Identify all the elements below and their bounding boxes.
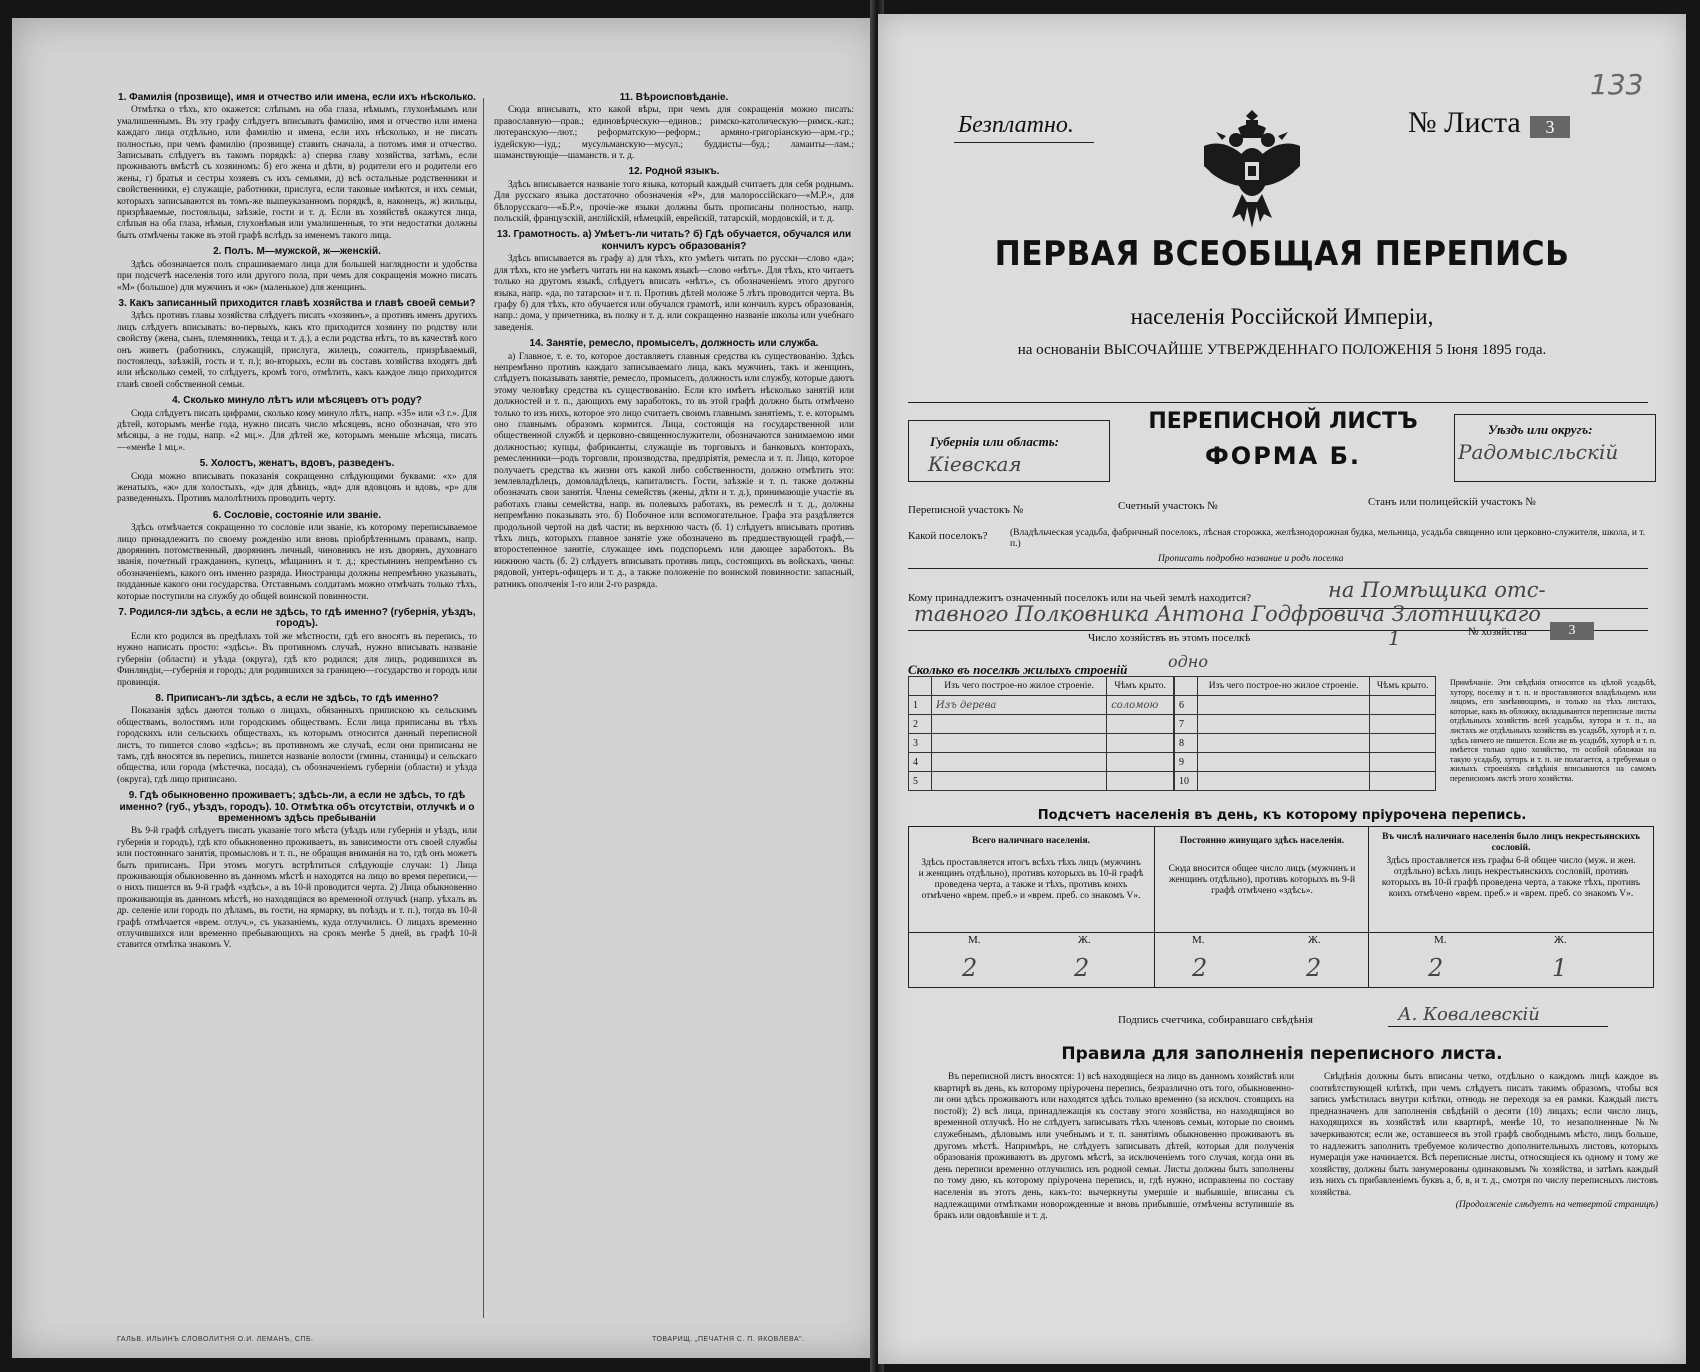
table-row — [1175, 753, 1436, 772]
instruction-4 — [117, 395, 477, 454]
settlement-line — [908, 568, 1648, 569]
owner-label: Кому принадлежитъ означенный поселокъ или на чьей землѣ находится? — [908, 592, 1252, 604]
instruction-text: Отмѣтка о тѣхъ, кто окажется: слѣпымъ на оба глаза, нѣмымъ, глухонѣмымъ или умалишеннымъ. Въ эту графу слѣдуетъ вписывать фамилію, имя и отчество или имена каждаго лица отдѣльно, или фамилію и имена, если ихъ нѣсколько, и не писать полностью, при чемъ фамилію (прозвище) ставить сначала, а потомъ имя и отчество. Записывать слѣдуетъ въ такомъ порядкѣ: а) сперва главу хозяйства, затѣмъ, если проживаютъ вмѣстѣ съ хозяиномъ: б) его жена и дѣти, в) родители его и родители его жены, г) братья и сестры хозяевъ съ ихъ семьями, д) всѣ остальные родственники и свойственники, е) служащіе, работники, прислуга, если таковые имѣются, и ихъ семьи, которыхъ записываются въ томъ-же вышеуказанномъ порядкѣ, в, наконецъ, ж) жильцы, призрѣваемые, постояльцы, заѣзжіе, гости и т. д. Если въ хозяйствѣ окажутся лица, слѣпыя на оба глаза, нѣмыя, глухонѣмыя или умалишенныя, то эти недостатки должны быть отмѣчены также въ этой графѣ вслѣдъ за именемъ такого лица. — [117, 105, 477, 241]
male-label: М. — [1192, 934, 1205, 946]
instruction-heading: 11. Вѣроисповѣданіе. — [619, 92, 729, 103]
uezd-label: Уѣздъ или округъ: — [1488, 422, 1593, 437]
owner-value-2: тавного Полковника Антона Годфровича Злотницкаго — [914, 602, 1541, 626]
form-name: ФОРМА Б. — [1204, 442, 1361, 470]
instruction-7 — [117, 607, 477, 689]
instruction-6 — [117, 510, 477, 603]
instruction-text: Здѣсь обозначается полъ спрашиваемаго лица для большей наглядности и удобства при подсчетѣ населенія того или другого пола, при чемъ для сокращенія можно писать «М» (большое) для мужчинъ и «ж» (маленькое) для женщинъ. — [117, 259, 477, 293]
buildings-value: одно — [1168, 652, 1208, 671]
instruction-11 — [494, 92, 854, 162]
table-row — [1175, 772, 1436, 791]
owner-value-1: на Помѣщика отс- — [1328, 578, 1546, 602]
row-roof — [1107, 753, 1174, 772]
nonpeasant-female-value: 1 — [1552, 954, 1568, 982]
row-material: Изъ дерева — [932, 696, 1107, 715]
buildings-table-right — [1174, 676, 1436, 791]
instruction-heading: 13. Грамотность. а) Умѣетъ-ли читать? б) Гдѣ обучается, обучался или кончилъ курсъ образованія? — [496, 229, 852, 252]
sheet-number-label: № Листа — [1408, 106, 1521, 139]
free-label: Безплатно. — [958, 112, 1074, 138]
settlement-label: Какой поселокъ? — [908, 530, 988, 542]
census-basis: на основаніи ВЫСОЧАЙШЕ УТВЕРЖДЕННАГО ПОЛОЖЕНІЯ 5 Іюня 1895 года. — [1017, 342, 1547, 358]
count-district-label: Счетный участокъ № — [1118, 500, 1218, 512]
instruction-heading: 2. Полъ. М—мужской, ж—женскій. — [213, 246, 381, 258]
count-mf-rule — [908, 932, 1654, 933]
free-underline — [954, 142, 1094, 143]
count-col-3-desc: Здѣсь проставляется изъ графы 6-й общее число (муж. и жен. отдѣльно) всѣхъ лицъ некрестьянскихъ сословій, противъ которыхъ въ 10-й графѣ проведена черта, а также тѣхъ, противъ коихъ отмѣчено «врем. преб.» и «врем. преб. со знакомъ V». — [1381, 856, 1641, 899]
instruction-heading: 6. Сословіе, состояніе или званіе. — [212, 509, 382, 521]
count-divider-1 — [1154, 826, 1155, 988]
instruction-9-10 — [117, 790, 477, 952]
row-material — [932, 715, 1107, 734]
district-label: Переписной участокъ № — [908, 504, 1024, 516]
instruction-text: Сюда вписывать, кто какой вѣры, при чемъ для сокращенія можно писать: православную—прав.; единовѣрческую—единов.; римско-католическую—римск.-кат.; лютеранскую—лют.; реформатскую—реформ.; армяно-григоріанскую—арм.-гр.; іудейскую—іуд.; мусульманскую—мусул.; буддисты—буд.; ламаиты—лам.; шаманствующіе—шаманств. и т. д. — [494, 105, 854, 162]
households-value: 1 — [1388, 626, 1401, 650]
count-title: Подсчетъ населенія въ день, къ которому пріурочена перепись. — [1037, 808, 1527, 823]
resident-female-value: 2 — [1306, 954, 1322, 982]
row-material — [932, 753, 1107, 772]
instruction-heading: 7. Родился-ли здѣсь, а если не здѣсь, то гдѣ именно? (губернія, уѣздъ, городъ). — [118, 607, 476, 630]
table-header-material: Изъ чего построе-но жилое строеніе. — [932, 677, 1107, 696]
census-title: ПЕРВАЯ ВСЕОБЩАЯ ПЕРЕПИСЬ — [994, 234, 1570, 274]
buildings-table-left — [908, 676, 1174, 791]
resident-male-value: 2 — [1192, 954, 1208, 982]
instruction-text: Сюда можно вписывать показанія сокращенно слѣдующими буквами: «х» для женатыхъ, «ж» для холостыхъ, «д» для дѣвицъ, «вд» для вдовцовъ и вдовъ, «р» для разведенныхъ. Противъ малолѣтнихъ проводить черту. — [117, 471, 477, 505]
buildings-note: Примѣчаніе. Эти свѣдѣнія относятся къ цѣлой усадьбѣ, хутору, поселку и т. п. и проставляются владѣльцемъ или лицомъ, его замѣняющимъ, и только на тѣхъ листахъ, которые, какъ въ обложку, вкладываются переписные листы отдѣльныхъ хозяйствъ всей усадьбы, хутора и т. п., на листахъ же отдѣльныхъ хозяйствъ въ усадьбѣ, хуторѣ и т. п. здѣсь ничего не пишется. Если же въ усадьбѣ, хуторѣ и т. п. имѣется только одно хозяйство, то особой обложки на такую усадьбу, хуторъ и т. п. не полагается, а требуемыя о жилыхъ строеніяхъ свѣдѣнія вписываются на самомъ переписномъ листѣ этого хозяйства. — [1450, 678, 1656, 783]
table-row — [909, 734, 1174, 753]
male-label: М. — [1434, 934, 1447, 946]
table-header-number — [1175, 677, 1198, 696]
instructions-column-1 — [117, 88, 477, 955]
instruction-1 — [117, 92, 477, 242]
instruction-text: Если кто родился въ предѣлахъ той же мѣстности, гдѣ его вносятъ въ перепись, то нужно написать просто: «здѣсь». Въ противномъ случаѣ, нужно вписывать названіе губерніи (области) и уѣзда (округа), гдѣ кто родился; для лицъ, родившихся въ Финляндіи,—губернія и городъ; для родившихся за границею—государство и городъ или провинція. — [117, 631, 477, 688]
count-col-2-desc: Сюда вносится общее число лицъ (мужчинъ и женщинъ отдѣльно), противъ которыхъ въ 9-й графѣ отмѣчено «здѣсь». — [1168, 864, 1356, 896]
table-header-number — [909, 677, 932, 696]
left-page-instructions — [12, 18, 882, 1358]
instruction-text: а) Главное, т. е. то, которое доставляетъ главныя средства къ существованію. Здѣсь непремѣнно противъ каждаго записываемаго лица, какъ мужчинъ, такъ и женщинъ, слѣдуетъ показывать занятіе, ремесло, промыселъ, должность или службу, которые даютъ этому человѣку средства къ существованію. Если кто имѣетъ нѣсколько занятій или должностей и т. п., дающихъ ему заработокъ, то въ этой графѣ должно быть отмѣчено только то изъ нихъ, которое это лицо считаетъ своимъ главнымъ занятіемъ, т. е. которымъ оно главнымъ образомъ кормится. Лица, состоящія на государственной или общественной службѣ и церковно-священнослужители, обозначаются занимаемою ими должностью; купцы, фабриканты, служащіе въ торговыхъ и банковыхъ конторахъ, ремесленники—родъ торговли, производства, предпріятія, ремесла и т. п. Лицо, которое получаетъ средства къ жизни отъ какой либо собственности, должно отмѣтить это: землевладѣлецъ, домовладѣлецъ, капиталистъ. Гости, заѣзжіе и т. п. также должны обозначать свои занятія. Члены семействъ (жены, дѣти и т. д.), принимающіе участіе въ работахъ главы семейства, напр. въ полевыхъ работахъ, въ ремеслѣ и т. д., должны непремѣнно показывать это. б) Побочное или вспомогательное. Графа эта раздѣляется продольной чертой на двѣ части; въ верхнюю часть (б. 1) слѣдуетъ вписывать противъ тѣхъ лицъ, которыхъ главное занятіе уже обозначено въ предшествующей графѣ,—второстепенное занятіе, служащее имъ подспорьемъ или дающее заработокъ. Въ нижнюю часть (б. 2) слѣдуетъ вписывать противъ лицъ, состоящихъ въ войскахъ, чины: рядовой, унтеръ-офицеръ и т. д., а также положеніе по воинской повинности: запасный, ратникъ ополченія 1-го или 2-го разряда. — [494, 351, 854, 590]
instruction-heading: 3. Какъ записанный приходится главѣ хозяйства и главѣ своей семьи? — [118, 297, 476, 309]
settlement-hint: (Владѣльческая усадьба, фабричный поселокъ, лѣсная сторожка, желѣзнодорожная будка, мельница, усадьба священно или церковно-служителя, школа, и т. п.) — [1010, 528, 1646, 549]
right-page-census-form — [878, 14, 1686, 1364]
instruction-3 — [117, 298, 477, 391]
archive-page-number: 133 — [1590, 68, 1644, 101]
table-row — [1175, 696, 1436, 715]
count-col-3-head: Въ числѣ наличнаго населенія было лицъ некрестьянскихъ сословій. — [1382, 832, 1640, 853]
instruction-8 — [117, 693, 477, 786]
instruction-heading: 5. Холостъ, женатъ, вдовъ, разведенъ. — [199, 458, 395, 470]
instruction-text: Здѣсь отмѣчается сокращенно то сословіе или званіе, къ которому переписываемое лицо принадлежитъ по своему рожденію или вновь пріобрѣтеннымъ правамъ, напр. дворянинъ потомственный, дворянинъ личный, чиновникъ не изъ дворянъ, духовнаго званія, почетный гражданинъ, купецъ, мѣщанинъ и т. д.; крестьянинъ непремѣнно съ обозначеніемъ, какого онъ именно разряда. Иностранцы должны непремѣнно указывать, подданные какого они государства. Отставнымъ солдатамъ можно отмѣчать только тѣхъ, которые поступили на службу до общей воинской повинности. — [117, 523, 477, 602]
column-divider — [483, 98, 484, 1318]
instruction-text: Въ 9-й графѣ слѣдуетъ писать указаніе того мѣста (уѣздъ или губернія и уѣздъ, или губернія и городъ), гдѣ кто обыкновенно проживаетъ, въ зависимости отъ своей службы или постояннаго занятія, промысловъ и т. п., не обращая вниманія на то, гдѣ онъ можетъ быть приписанъ. При этомъ могутъ встрѣтиться слѣдующіе случаи: 1) Лица проживающія обыкновенно въ данномъ мѣстѣ и находятся на лицо во время переписи,—о нихъ пишется въ 9-й графѣ «здѣсь», а въ 10-й проводится черта. 2) Лица обыкновенно проживающія въ данномъ мѣстѣ, но находящіяся во временной отлучкѣ (напр. уѣхалъ въ др. селеніе или городъ по дѣламъ, въ гости, на ярмарку, въ поѣздъ и т. п.), тогда въ 10-й графѣ отмѣчается «врем. отлуч.», съ указаніемъ, куда отлучились. О лицахъ временно отлучившихся или временно пребывающихъ на срокъ менѣе 5 дней, въ графѣ 10-й ставится отмѣтка знакомъ V. — [117, 826, 477, 951]
household-number-value: 3 — [1550, 622, 1594, 640]
sheet-number-value: 3 — [1530, 116, 1570, 138]
instruction-heading: 4. Сколько минуло лѣтъ или мѣсяцевъ отъ роду? — [172, 395, 422, 407]
buildings-label: Сколько въ поселкѣ жилыхъ строеній — [908, 662, 1128, 677]
instruction-13 — [494, 229, 854, 334]
instruction-heading: 14. Занятіе, ремесло, промыселъ, должность или служба. — [529, 338, 819, 350]
row-roof — [1107, 772, 1174, 791]
instruction-heading: 12. Родной языкъ. — [628, 166, 720, 178]
instruction-5 — [117, 458, 477, 506]
row-number: 5 — [909, 772, 932, 791]
rules-text-2: Свѣдѣнія должны быть вписаны четко, отдѣльно о каждомъ лицѣ каждое въ соотвѣтствующей клѣткѣ, при чемъ слѣдуетъ писать такимъ образомъ, чтобы вся запись умѣстилась внутри клѣтки, отнюдь не переходя за ея рамки. Каждый листъ предназначенъ для заполненія свѣдѣній о десяти (10) лицахъ; если число лицъ, находящихся въ хозяйствѣ или квартирѣ, менѣе 10, то незаполненные №№ зачеркиваются; если же, оставшееся въ этой графѣ свободнымъ мѣсто, лицъ больше, то надлежитъ заполнить требуемое количество дополнительныхъ листовъ, которыхъ нумерація уже начинается. Всѣ переписные листы, относящіеся къ одному и тому же хозяйству, должны быть занумерованы одинаковымъ № хозяйства, и затѣмъ каждый изъ нихъ съ прибавленіемъ буквъ а, б, в, и т. д., смотря по числу переписныхъ листовъ хозяйства. — [1310, 1072, 1658, 1198]
signature-line — [1388, 1026, 1608, 1027]
rules-text-1: Въ переписной листъ вносятся: 1) всѣ находящіеся на лицо въ данномъ хозяйствѣ или квартирѣ въ день, къ которому пріурочена перепись, безразлично отъ того, обыкновенно-ли они здѣсь проживаютъ или находятся здѣсь только временно (за исключ. стоящихъ на постой); 2) всѣ лица, принадлежащія къ составу этого хозяйства, но находящіяся во временной отлучкѣ. Но не слѣдуетъ записывать тѣхъ членовъ семьи, которые по своимъ служебнымъ, дѣловымъ или учебнымъ и т. п. занятіямъ обыкновенно проживаютъ въ другомъ мѣстѣ. Напримѣръ, не слѣдуетъ записывать дѣтей, которыя для полученія образованія проживаютъ въ другомъ мѣстѣ, за исключеніемъ того случая, когда они въ день переписи временно отлучились изъ родной семьи. Листы должны быть заполнены по тому дню, къ которому пріурочена перепись, и, гдѣ нужно, исправлены по составу населенія въ этотъ день, какъ-то: вычеркнуты умершіе и выбывшіе, вписаны съ надлежащими отмѣтками новорожденные и вновь прибывшіе, отмѣчены вступившіе въ бракъ или овдовѣвшіе и т. д. — [934, 1072, 1294, 1222]
signature-value: А. Ковалевскій — [1398, 1004, 1540, 1025]
table-header-roof: Чѣмъ крыто. — [1370, 677, 1436, 696]
household-number-label: № хозяйства — [1468, 626, 1527, 638]
gubernia-value: Кіевская — [928, 452, 1022, 476]
row-number: 9 — [1175, 753, 1198, 772]
female-label: Ж. — [1078, 934, 1091, 946]
rules-continued: (Продолженіе слѣдуетъ на четвертой страницѣ) — [1455, 1199, 1658, 1210]
rules-title: Правила для заполненія переписного листа. — [1061, 1044, 1503, 1064]
uezd-value: Радомысльскій — [1458, 440, 1619, 464]
row-material — [932, 772, 1107, 791]
instruction-text: Показанія здѣсь даются только о лицахъ, обязанныхъ припискою къ сельскимъ обществамъ, волостямъ или городскимъ обществамъ. Если лица приписаны въ тѣхъ городскихъ или сельскихъ обществахъ, къ которымъ относится данный переписной листъ, то пишется слово «здѣсь»; въ противномъ же случаѣ, если они приписаны не тамъ, гдѣ вносятся въ перепись, пишется названіе волости (гмины, станицы) и сельскаго общества, или города (мѣстечка, посада), съ обозначеніемъ губерніи (области) и уѣзда (округа), гдѣ лицо приписано. — [117, 706, 477, 785]
table-row — [909, 696, 1174, 715]
instruction-text: Сюда слѣдуетъ писать цифрами, сколько кому минуло лѣтъ, напр. «35» или «3 г.». Для дѣтей, которымъ менѣе года, нужно писать число мѣсяцевъ, ясно обозначая, что это мѣсяцы, а не годы, напр. «2 мц.». Для дѣтей же, которымъ меньше мѣсяца, писать—«менѣе 1 мц.». — [117, 408, 477, 453]
total-male-value: 2 — [962, 954, 978, 982]
row-number: 2 — [909, 715, 932, 734]
settlement-note: Прописать подробно название и родъ поселка — [1158, 554, 1344, 564]
female-label: Ж. — [1308, 934, 1321, 946]
female-label: Ж. — [1554, 934, 1567, 946]
instruction-14 — [494, 338, 854, 591]
instruction-text: Здѣсь противъ главы хозяйства слѣдуетъ писать «хозяинъ», а противъ именъ другихъ лицъ слѣдуетъ вписывать: во-первыхъ, какъ кто приходится хозяину по родству или свойству (жена, сынъ, племянникъ, теща и т. д.), а если родства нѣтъ, то въ качествѣ кого онъ живетъ (работникъ, служащій, прислуга, жилецъ, сожитель, призрѣваемый, постоялецъ, заѣзжій, гость и т. п.); во-вторыхъ, если въ составъ хозяйства входятъ двѣ или нѣсколько семей, то слѣдуетъ, кромѣ того, отмѣтить, какъ каждое лицо приходится главѣ своей собственной семьи. — [117, 311, 477, 390]
instruction-heading: 9. Гдѣ обыкновенно проживаетъ; здѣсь-ли, а если не здѣсь, то гдѣ именно? (губ., уѣздъ, городъ). 10. Отмѣтка объ отсутствіи, отлучкѣ и о временномъ здѣсь пребываніи — [119, 790, 475, 824]
table-header-material: Изъ чего построе-но жилое строеніе. — [1198, 677, 1370, 696]
row-number: 4 — [909, 753, 932, 772]
instruction-text: Здѣсь вписывается названіе того языка, который каждый считаетъ для себя роднымъ. Для русскаго языка достаточно обозначенія «Р», для малороссійскаго—«М.Р.», для бѣлорусскаго—«Б.Р.», прочіе-же языки должны быть прописаны полностью, напр. польскій, французскій, англійскій, нѣмецкій, еврейскій, татарскій, мордовскій, и т. д. — [494, 179, 854, 225]
table-row — [1175, 715, 1436, 734]
table-row — [909, 753, 1174, 772]
instruction-2 — [117, 246, 477, 294]
instructions-column-2 — [494, 88, 854, 594]
count-col-2-head: Постоянно живущаго здѣсь населенія. — [1179, 836, 1345, 846]
count-divider-2 — [1368, 826, 1369, 988]
count-col-1-head: Всего наличнаго населенія. — [972, 836, 1090, 846]
total-female-value: 2 — [1074, 954, 1090, 982]
instruction-text: Здѣсь вписывается въ графу а) для тѣхъ, кто умѣетъ читать по русски—слово «да»; для тѣхъ, кто не умѣетъ читать ни на какомъ языкѣ—слово «нѣтъ». Для тѣхъ, кто читаетъ только на другомъ языкѣ, слѣдуетъ вписать «нѣтъ», съ обозначеніемъ этого другого языка, напр. «да, по татарски» и т. п. Противъ дѣтей моложе 5 лѣтъ проводится черта. Въ графу б) для тѣхъ, кто обучается или обучался грамотѣ, или кончилъ курсъ образованія, напр.: дома, у причетника, въ полку и т. д. или сокращенно названіе школы или учебнаго заведенія. — [494, 254, 854, 333]
row-number: 3 — [909, 734, 932, 753]
table-row — [909, 715, 1174, 734]
households-label: Число хозяйствъ въ этомъ поселкѣ — [1088, 632, 1251, 644]
rules-column-1 — [934, 1072, 1294, 1223]
row-number: 1 — [909, 696, 932, 715]
table-row — [1175, 734, 1436, 753]
row-material — [932, 734, 1107, 753]
double-headed-eagle-emblem — [1196, 106, 1308, 236]
nonpeasant-male-value: 2 — [1428, 954, 1444, 982]
instruction-12 — [494, 166, 854, 225]
row-number: 7 — [1175, 715, 1198, 734]
table-row — [909, 772, 1174, 791]
stan-label: Станъ или полицейскій участокъ № — [1368, 496, 1536, 508]
row-roof — [1107, 734, 1174, 753]
row-roof: соломою — [1107, 696, 1174, 715]
signature-label: Подпись счетчика, собиравшаго свѣдѣнія — [1118, 1014, 1313, 1026]
census-subtitle: населенія Россійской Имперіи, — [1130, 304, 1434, 329]
row-roof — [1107, 715, 1174, 734]
row-number: 6 — [1175, 696, 1198, 715]
instruction-heading: 8. Приписанъ-ли здѣсь, а если не здѣсь, то гдѣ именно? — [155, 692, 439, 704]
instruction-heading: 1. Фамилія (прозвище), имя и отчество или имена, если ихъ нѣсколько. — [118, 92, 476, 103]
table-header-roof: Чѣмъ крыто. — [1107, 677, 1174, 696]
printer-note-right: ТОВАРИЩ. „ПЕЧАТНЯ С. П. ЯКОВЛЕВА". — [652, 1336, 805, 1343]
gubernia-label: Губернія или область: — [930, 434, 1059, 449]
row-number: 8 — [1175, 734, 1198, 753]
printer-note-left: ГАЛЬВ. ИЛЬИНЪ СЛОВОЛИТНЯ О.И. ЛЕМАНЪ, СПБ. — [117, 1336, 314, 1343]
header-top-rule — [908, 402, 1648, 403]
count-col-1-desc: Здѣсь проставляется итогъ всѣхъ тѣхъ лицъ (мужчинъ и женщинъ отдѣльно), противъ которыхъ въ 10-й графѣ проведена черта, а также и тѣхъ, противъ коихъ отмѣчено «врем. преб.» и «врем. преб. со знакомъ V». — [918, 858, 1144, 901]
male-label: М. — [968, 934, 981, 946]
form-title: ПЕРЕПИСНОЙ ЛИСТЪ — [1148, 409, 1418, 434]
rules-column-2 — [1310, 1072, 1658, 1211]
row-number: 10 — [1175, 772, 1198, 791]
owner-line-2 — [908, 630, 1648, 631]
